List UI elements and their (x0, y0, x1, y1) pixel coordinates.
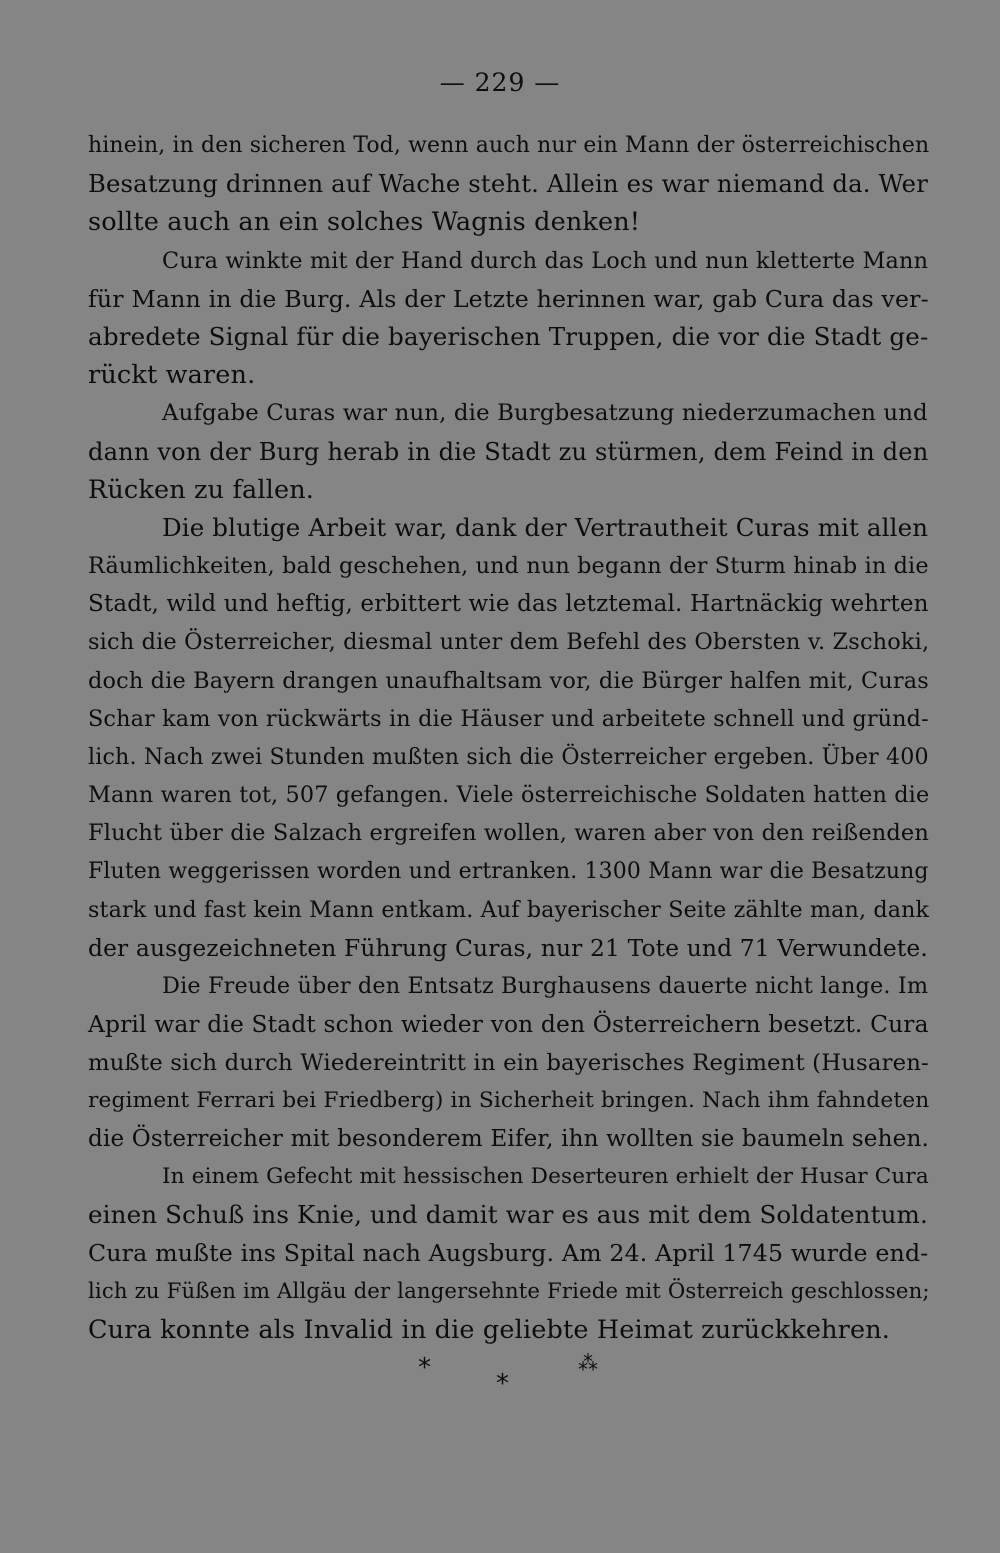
text-line: der ausgezeichneten Führung Curas, nur 21 Tote und 71 Verwundete. (88, 933, 928, 962)
text-line: Mann waren tot, 507 gefangen. Viele österreichische Soldaten hatten die (88, 782, 930, 809)
text-line: Aufgabe Curas war nun, die Burgbesatzung niederzumachen und (162, 400, 928, 427)
text-line: doch die Bayern drangen unaufhaltsam vor, die Bürger halfen mit, Curas (88, 667, 929, 694)
text-line: Die blutige Arbeit war, dank der Vertrautheit Curas mit allen (162, 512, 929, 542)
page-number: — 229 — (439, 68, 561, 97)
asterisk-bottom: * (496, 1369, 509, 1399)
text-line: Fluten weggerissen worden und ertranken. 1300 Mann war die Besatzung (88, 858, 929, 884)
asterisk-right: ⁂ (578, 1351, 598, 1375)
text-line: mußte sich durch Wiedereintritt in ein bayerisches Regiment (Husaren- (88, 1049, 929, 1076)
text-line: lich zu Füßen im Allgäu der langersehnte Friede mit Österreich geschlossen; (88, 1278, 930, 1304)
text-line: die Österreicher mit besonderem Eifer, ihn wollten sie baumeln sehen. (88, 1125, 930, 1152)
text-line: In einem Gefecht mit hessischen Deserteuren erhielt der Husar Cura (162, 1164, 929, 1190)
text-line: Flucht über die Salzach ergreifen wollen, waren aber von den reißenden (88, 820, 929, 847)
text-line: Schar kam von rückwärts in die Häuser und arbeitete schnell und gründ- (88, 705, 929, 732)
text-line: dann von der Burg herab in die Stadt zu stürmen, dem Feind in den (88, 437, 929, 466)
text-line: rückt waren. (88, 360, 256, 391)
text-line: Rücken zu fallen. (88, 474, 315, 505)
text-line: lich. Nach zwei Stunden mußten sich die Österreicher ergeben. Über 400 (88, 744, 929, 770)
text-line: Die Freude über den Entsatz Burghausens dauerte nicht lange. Im (162, 973, 929, 1000)
text-line: Stadt, wild und heftig, erbittert wie das letztemal. Hartnäckig wehrten (88, 591, 929, 618)
asterisk-left: * (418, 1353, 431, 1383)
text-line: Cura winkte mit der Hand durch das Loch und nun kletterte Mann (162, 247, 929, 274)
text-line: sollte auch an ein solches Wagnis denken! (88, 207, 641, 238)
text-line: Besatzung drinnen auf Wache steht. Allein es war niemand da. Wer (88, 169, 928, 199)
text-line: Räumlichkeiten, bald geschehen, und nun begann der Sturm hinab in die (88, 553, 929, 580)
text-line: sich die Österreicher, diesmal unter dem Befehl des Obersten v. Zschoki, (88, 629, 930, 656)
text-line: einen Schuß ins Knie, und damit war es aus mit dem Soldatentum. (88, 1200, 928, 1230)
text-line: stark und fast kein Mann entkam. Auf bayerischer Seite zählte man, dank (88, 896, 930, 923)
text-line: Cura konnte als Invalid in die geliebte Heimat zurückkehren. (88, 1314, 891, 1345)
text-line: regiment Ferrari bei Friedberg) in Sicherheit bringen. Nach ihm fahndeten (88, 1087, 930, 1113)
text-line: für Mann in die Burg. Als der Letzte herinnen war, gab Cura das ver- (88, 284, 929, 313)
text-line: April war die Stadt schon wieder von den Österreichern besetzt. Cura (88, 1010, 929, 1039)
text-line: Cura mußte ins Spital nach Augsburg. Am 24. April 1745 wurde end- (88, 1239, 929, 1268)
body-text (88, 127, 930, 1349)
text-line: hinein, in den sicheren Tod, wenn auch nur ein Mann der österreichischen (88, 133, 930, 158)
text-line: abredete Signal für die bayerischen Truppen, die vor die Stadt ge- (88, 321, 929, 351)
